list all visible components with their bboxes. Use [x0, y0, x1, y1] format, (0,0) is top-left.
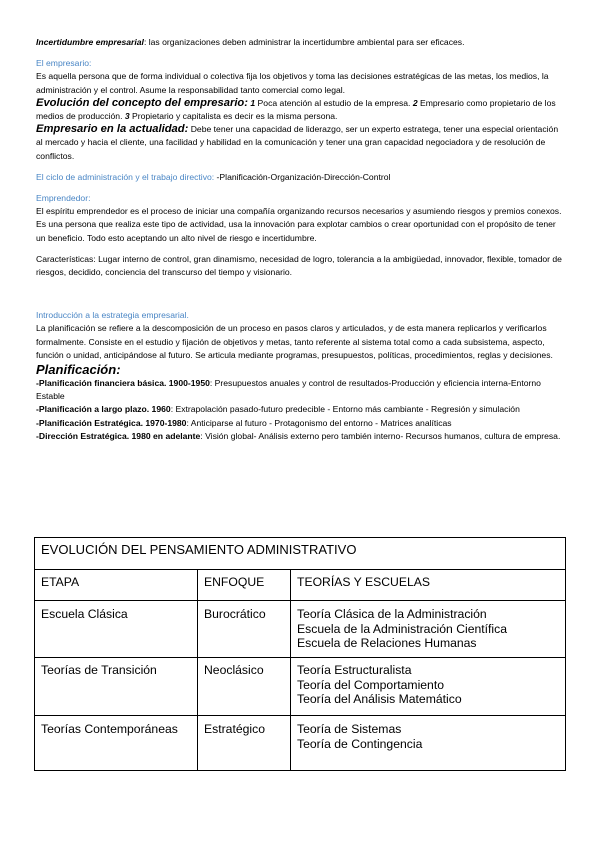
- table-cell-etapa: Teorías Contemporáneas: [35, 716, 198, 771]
- planificacion-title: Planificación:: [36, 362, 121, 378]
- planificacion-item-text: : Visión global- Análisis externo pero también interno- Recursos humanos, cultura de empresa.: [200, 430, 561, 441]
- teoria-item: Teoría Estructuralista: [297, 663, 412, 677]
- evolucion-num-1: 1: [250, 97, 256, 108]
- table-title: EVOLUCIÓN DEL PENSAMIENTO ADMINISTRATIVO: [35, 538, 566, 570]
- estrategia-text: La planificación se refiere a la descomposición de un proceso en pasos claros y articulados, y de esta manera replicarlos y verificarlos formalmente. Consiste en el estudio y fijación de objetivos y metas, tanto referente al sistema total como a cada subsistema, aspecto, función o unidad, anticipándose al futuro. Se articula mediante programas, presupuestos, políticas, procedimientos, reglas y decisiones.: [36, 323, 553, 360]
- teoria-item: Teoría del Análisis Matemático: [297, 692, 462, 706]
- teoria-item: Teoría Clásica de la Administración: [297, 607, 487, 621]
- planificacion-item: [36, 417, 564, 430]
- teoria-item: Escuela de la Administración Científica: [297, 621, 508, 636]
- evolucion-paragraph: [36, 97, 564, 123]
- ciclo-paragraph: [36, 171, 564, 184]
- estrategia-heading: Introducción a la estrategia empresarial.: [36, 310, 189, 321]
- emprendedor-text: El espíritu emprendedor es el proceso de iniciar una compañía organizando recursos necesarios y asumiendo riesgos y premios conexos. Es una persona que realiza este tipo de actividad, usa la innovación para explotar cambios o crear oportunidad con el propósito de tener un beneficio. Todo esto aceptando un alto nivel de riesgo e incertidumbre.: [36, 206, 562, 243]
- planificacion-item-label: -Dirección Estratégica. 1980 en adelante: [36, 430, 201, 441]
- planificacion-item-label: -Planificación a largo plazo. 1960: [36, 404, 171, 415]
- table-row: [35, 658, 566, 716]
- planificacion-item: [36, 403, 564, 416]
- planificacion-item-text: : Extrapolación pasado-futuro predecible - Entorno más cambiante - Regresión y simulación: [170, 404, 520, 415]
- teoria-item: Escuela de Relaciones Humanas: [297, 636, 477, 650]
- teoria-item: Teoría de Contingencia: [297, 736, 423, 751]
- empresario-heading: El empresario:: [36, 58, 92, 69]
- document-page: [36, 36, 564, 443]
- table-row: [35, 716, 566, 771]
- evolucion-num-2: 2: [412, 97, 418, 108]
- evolucion-table: [34, 537, 566, 771]
- table-header-enfoque: ENFOQUE: [198, 570, 291, 601]
- evolucion-text-1: Poca atención al estudio de la empresa.: [255, 97, 413, 108]
- table-cell-teorias: [291, 658, 566, 716]
- table-cell-etapa: Escuela Clásica: [35, 601, 198, 658]
- table-cell-enfoque: Neoclásico: [198, 658, 291, 716]
- planificacion-item-label: -Planificación financiera básica. 1900-1950: [36, 378, 210, 389]
- planificacion-item: [36, 377, 564, 403]
- ciclo-text: -Planificación-Organización-Dirección-Control: [214, 171, 391, 182]
- teoria-item: Teoría de Sistemas: [297, 722, 402, 736]
- teoria-item: Teoría del Comportamiento: [297, 677, 444, 692]
- planificacion-item: [36, 430, 564, 443]
- evolucion-num-3: 3: [124, 111, 130, 122]
- emprendedor-heading: Emprendedor:: [36, 193, 91, 204]
- table-header-etapa: ETAPA: [35, 570, 198, 601]
- table-cell-teorias: [291, 716, 566, 771]
- intro-term: Incertidumbre empresarial: [36, 37, 144, 47]
- planificacion-item-text: : Presupuestos anuales y control de resultados-Producción y eficiencia interna-Entorno Estable: [36, 378, 541, 402]
- intro-paragraph: [36, 36, 564, 49]
- ciclo-heading: El ciclo de administración y el trabajo directivo:: [36, 171, 215, 182]
- table-cell-teorias: [291, 601, 566, 658]
- table-cell-enfoque: Burocrático: [198, 601, 291, 658]
- table-cell-enfoque: Estratégico: [198, 716, 291, 771]
- evolucion-text-2: Empresario como propietario de los medios de producción.: [36, 97, 556, 122]
- planificacion-item-text: : Anticiparse al futuro - Protagonismo del entorno - Matrices analíticas: [186, 417, 452, 428]
- table-header-row: [35, 570, 566, 601]
- caracteristicas-text: Características: Lugar interno de control, gran dinamismo, necesidad de logro, tolerancia a la ambigüedad, innovador, flexible, tomador de riesgos, decidido, conciencia del transcurso del tiempo y visionario.: [36, 253, 562, 278]
- actualidad-term: Empresario en la actualidad:: [36, 123, 189, 136]
- intro-text: : las organizaciones deben administrar la incertidumbre ambiental para ser eficaces.: [143, 37, 465, 47]
- table-row: [35, 601, 566, 658]
- evolucion-term: Evolución del concepto del empresario:: [36, 96, 248, 109]
- actualidad-text: Debe tener una capacidad de liderazgo, ser un experto estratega, tener una especial orientación al mercado y hacia el cliente, una facilidad y habilidad en la comunicación y tener una gran capacidad negociadora y de resolución de conflictos.: [36, 124, 559, 161]
- table-cell-etapa: Teorías de Transición: [35, 658, 198, 716]
- planificacion-item-label: -Planificación Estratégica. 1970-1980: [36, 417, 187, 428]
- table-header-teorias: TEORÍAS Y ESCUELAS: [291, 570, 566, 601]
- actualidad-paragraph: [36, 123, 564, 163]
- empresario-text: Es aquella persona que de forma individual o colectiva fija los objetivos y toma las decisiones estratégicas de las metas, los medios, la administración y el control. Asume la responsabilidad tanto comercial como legal.: [36, 71, 549, 95]
- evolucion-text-3: Propietario y capitalista es decir es la misma persona.: [129, 111, 338, 122]
